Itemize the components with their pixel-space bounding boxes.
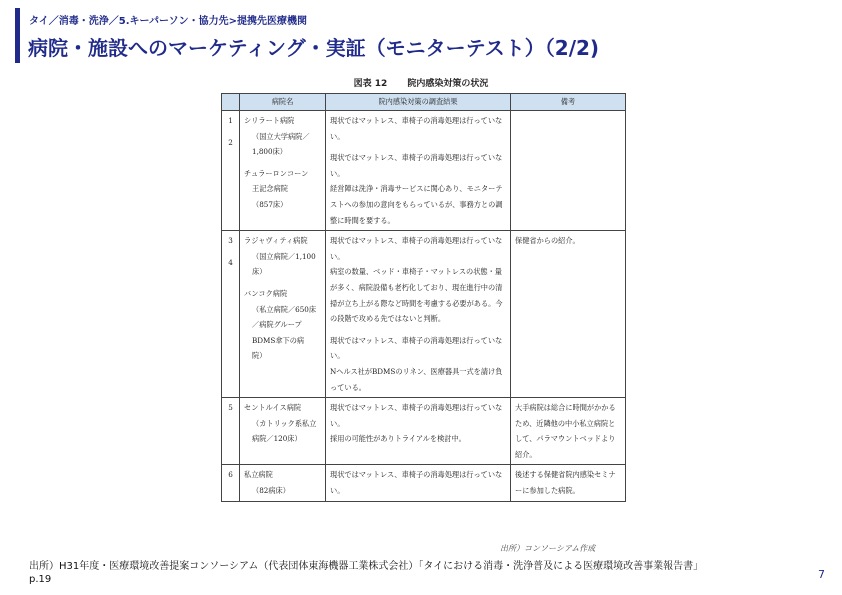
finding-text: 採用の可能性がありトライアルを検討中。 bbox=[330, 434, 466, 444]
cell-num bbox=[222, 465, 240, 501]
row-number: 5 bbox=[228, 403, 233, 413]
table-row bbox=[222, 111, 626, 231]
finding-text: 現状ではマットレス、車椅子の消毒処理は行っていない。 bbox=[330, 470, 503, 496]
finding-text: 現状ではマットレス、車椅子の消毒処理は行っていない。 bbox=[330, 335, 503, 361]
cell-notes bbox=[511, 465, 626, 501]
column-header: 院内感染対策の調査結果 bbox=[326, 94, 511, 111]
cell-num bbox=[222, 231, 240, 398]
figure-number: 図表 12 bbox=[353, 79, 388, 89]
hospital-name: セントルイス病院 bbox=[244, 403, 302, 413]
finding-text: 現状ではマットレス、車椅子の消毒処理は行っていない。 bbox=[330, 153, 503, 178]
cell-name bbox=[240, 111, 326, 231]
hospital-name: シリラート病院 bbox=[244, 116, 295, 125]
hospital-detail: 王記念病院 bbox=[252, 184, 288, 194]
cell-findings bbox=[326, 465, 511, 501]
table-header-row bbox=[222, 94, 626, 111]
note-text: 保健省からの紹介。 bbox=[515, 236, 580, 246]
finding-text: 現状ではマットレス、車椅子の消毒処理は行っていない。 bbox=[330, 236, 503, 261]
column-header bbox=[222, 94, 240, 111]
figure-source-caption: 出所）コンソーシアム作成 bbox=[500, 544, 596, 553]
figure-caption: 院内感染対策の状況 bbox=[407, 79, 489, 89]
title-accent-bar bbox=[15, 8, 20, 63]
note-text: 大手病院は総合に時間がかかるため、近隣他の中小私立病院として、パラマウントベッドより紹介。 bbox=[515, 403, 616, 459]
cell-num bbox=[222, 111, 240, 231]
hospital-detail: 病院／120床） bbox=[252, 434, 302, 444]
hospital-detail: ／病院グループ bbox=[252, 320, 302, 330]
hospital-detail: BDMS傘下の病 bbox=[252, 335, 305, 345]
column-header: 備考 bbox=[511, 94, 626, 111]
footer-page-ref: p.19 bbox=[29, 574, 52, 585]
hospital-detail: （国立大学病院／ bbox=[252, 131, 310, 141]
row-number: 1 bbox=[228, 116, 233, 125]
cell-notes bbox=[511, 398, 626, 465]
cell-notes bbox=[511, 231, 626, 398]
hospital-detail: （82病床） bbox=[252, 486, 290, 496]
cell-name bbox=[240, 465, 326, 501]
hospital-detail: （国立病院／1,100 bbox=[252, 251, 316, 261]
finding-text: 経営陣は洗浄・消毒サービスに関心あり、モニターテストへの参加の意向をもらっているが、事務方との調整に時間を要する。 bbox=[330, 184, 503, 225]
cell-notes bbox=[511, 111, 626, 231]
hospital-detail: （857床） bbox=[252, 199, 288, 209]
cell-findings bbox=[326, 231, 511, 398]
breadcrumb: タイ／消毒・洗浄／5.キーパーソン・協力先>提携先医療機関 bbox=[29, 16, 308, 27]
figure-title bbox=[0, 76, 842, 89]
finding-text: Nヘルス社がBDMSのリネン、医療器具一式を請け負っている。 bbox=[330, 366, 503, 392]
hospital-name: チュラーロンコーン bbox=[244, 168, 309, 178]
table-row bbox=[222, 398, 626, 465]
hospital-detail: 床） bbox=[252, 267, 267, 277]
finding-text: 病室の数量、ベッド・車椅子・マットレスの状態・量が多く、病院設備も老朽化しており、現在進行中の清掃が立ち上がる際など時間を考慮する必要がある。今の段階で攻める先ではないと判断。 bbox=[330, 267, 503, 324]
column-header: 病院名 bbox=[240, 94, 326, 111]
table-body bbox=[222, 111, 626, 502]
page-number: 7 bbox=[818, 568, 825, 581]
footer-source: 出所）H31年度・医療環境改善提案コンソーシアム（代表団体東海機器工業株式会社）「タイにおける消毒・洗浄普及による医療環境改善事業報告書」 bbox=[29, 561, 704, 572]
cell-findings bbox=[326, 398, 511, 465]
hospital-name: ラジャヴィティ病院 bbox=[244, 236, 308, 246]
cell-name bbox=[240, 398, 326, 465]
table-row bbox=[222, 231, 626, 398]
hospital-survey-table bbox=[221, 93, 626, 502]
cell-findings bbox=[326, 111, 511, 231]
cell-name bbox=[240, 231, 326, 398]
hospital-detail: （カトリック系私立 bbox=[252, 418, 317, 428]
table-row bbox=[222, 465, 626, 501]
hospital-detail: （私立病院／650床 bbox=[252, 304, 317, 314]
page-title: 病院・施設へのマーケティング・実証（モニターテスト）（2/2) bbox=[28, 36, 600, 60]
finding-text: 現状ではマットレス、車椅子の消毒処理は行っていない。 bbox=[330, 403, 503, 428]
row-number: 4 bbox=[228, 257, 233, 267]
cell-num bbox=[222, 398, 240, 465]
hospital-name: バンコク病院 bbox=[244, 288, 288, 298]
note-text: 後述する保健省院内感染セミナーに参加した病院。 bbox=[515, 470, 616, 496]
finding-text: 現状ではマットレス、車椅子の消毒処理は行っていない。 bbox=[330, 116, 503, 141]
row-number: 6 bbox=[228, 470, 233, 480]
hospital-detail: 1,800床） bbox=[252, 147, 287, 157]
hospital-name: 私立病院 bbox=[244, 470, 273, 480]
hospital-detail: 院） bbox=[252, 351, 267, 361]
row-number: 3 bbox=[228, 236, 233, 246]
row-number: 2 bbox=[228, 137, 233, 147]
